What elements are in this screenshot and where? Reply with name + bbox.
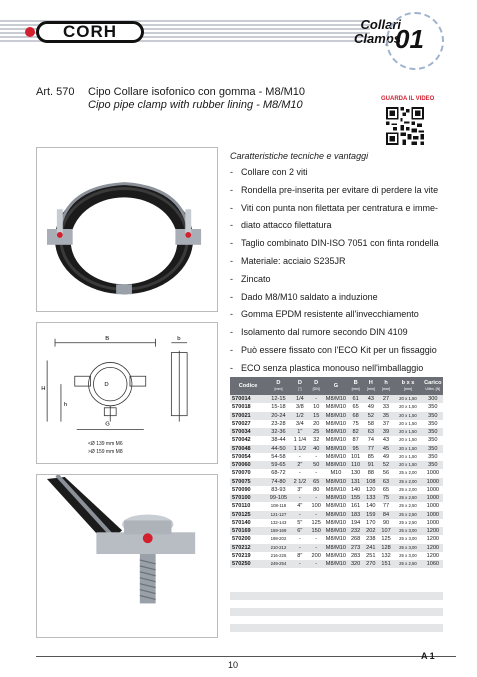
table-cell: 68-72	[266, 469, 291, 477]
table-cell: 20-24	[266, 412, 291, 420]
table-cell: -	[309, 535, 324, 543]
table-cell: 77	[379, 502, 394, 510]
table-row	[230, 436, 443, 444]
table-cell: 251	[363, 552, 379, 560]
table-cell: 20 x 1,50	[393, 428, 422, 436]
table-row	[230, 403, 443, 411]
table-cell: 90	[379, 519, 394, 527]
col-d-inch: D ["]	[291, 377, 309, 395]
col-d-mm: D [mm]	[266, 377, 291, 395]
features-title: Caratteristiche tecniche e vantaggi	[230, 151, 369, 161]
table-row	[230, 544, 443, 552]
section-label: A 1	[421, 651, 435, 661]
table-cell: 108-118	[266, 502, 291, 510]
table-cell: 4"	[291, 502, 309, 510]
table-cell: 1200	[423, 535, 443, 543]
table-cell: -	[291, 453, 309, 461]
table-cell: 2"	[291, 461, 309, 469]
table-cell: 3/4	[291, 420, 309, 428]
table-cell: 320	[348, 560, 363, 568]
table-cell: 194	[348, 519, 363, 527]
table-cell: 85	[363, 453, 379, 461]
table-cell: M8/M10	[324, 544, 349, 552]
table-cell: 570125	[230, 511, 266, 519]
feature-item: - Isolamento dal rumore secondo DIN 4109	[230, 324, 450, 342]
table-cell: 2 1/2	[291, 478, 309, 486]
table-cell: 68	[348, 412, 363, 420]
table-cell: 25 x 2,50	[393, 560, 422, 568]
table-cell: 283	[348, 552, 363, 560]
table-row	[230, 420, 443, 428]
table-cell: 65	[309, 478, 324, 486]
table-cell: 88	[363, 469, 379, 477]
table-cell: 570075	[230, 478, 266, 486]
table-cell: 151	[379, 560, 394, 568]
table-cell: 1000	[423, 502, 443, 510]
table-cell: 1000	[423, 486, 443, 494]
qr-code-icon[interactable]	[386, 107, 424, 145]
table-row	[230, 453, 443, 461]
table-cell: -	[291, 494, 309, 502]
table-cell: 270	[363, 560, 379, 568]
table-cell: 20 x 1,50	[393, 436, 422, 444]
table-cell: 159-169	[266, 527, 291, 535]
table-cell: M8/M10	[324, 535, 349, 543]
table-cell: 200	[309, 552, 324, 560]
table-cell: 25 x 3,00	[393, 544, 422, 552]
table-cell: M8/M10	[324, 494, 349, 502]
table-cell: 241	[363, 544, 379, 552]
table-row	[230, 527, 443, 535]
feature-item: - Gomma EPDM resistente all'invecchiamento	[230, 306, 450, 324]
table-cell: 33	[379, 403, 394, 411]
table-cell: 232	[348, 527, 363, 535]
table-cell: 8"	[291, 552, 309, 560]
feature-item: - Dado M8/M10 saldato a induzione	[230, 289, 450, 307]
drawing-label-h: H	[41, 386, 46, 393]
table-cell: -	[291, 511, 309, 519]
table-header-row	[230, 377, 443, 395]
table-cell: 198-202	[266, 535, 291, 543]
table-cell: M8/M10	[324, 428, 349, 436]
table-cell: 570110	[230, 502, 266, 510]
table-cell: M8/M10	[324, 445, 349, 453]
table-cell: 6"	[291, 527, 309, 535]
table-cell: -	[309, 511, 324, 519]
table-cell: 140	[363, 502, 379, 510]
table-row	[230, 461, 443, 469]
table-cell: 3/8	[291, 403, 309, 411]
logo-mark	[25, 27, 35, 37]
table-cell: -	[309, 560, 324, 568]
table-cell: 59-65	[266, 461, 291, 469]
table-cell: 570042	[230, 436, 266, 444]
table-cell: -	[309, 469, 324, 477]
article-subtitle: Cipo pipe clamp with rubber lining - M8/M10	[88, 99, 303, 111]
table-cell: 108	[363, 478, 379, 486]
table-cell: 125	[379, 535, 394, 543]
table-row	[230, 535, 443, 543]
table-cell: 170	[363, 519, 379, 527]
table-cell: 350	[423, 412, 443, 420]
catalog-number: 01	[395, 24, 424, 54]
table-cell: M8/M10	[324, 395, 349, 403]
table-cell: -	[309, 494, 324, 502]
video-link[interactable]: GUARDA IL VIDEO	[381, 96, 435, 102]
table-cell: 570100	[230, 494, 266, 502]
table-cell: 5"	[291, 519, 309, 527]
table-row	[230, 494, 443, 502]
table-cell: 202	[363, 527, 379, 535]
table-cell: 95	[348, 445, 363, 453]
table-cell: 65	[379, 486, 394, 494]
table-cell: 570054	[230, 453, 266, 461]
col-d-dn: D [DN]	[309, 377, 324, 395]
table-cell: 350	[423, 428, 443, 436]
table-cell: 25	[309, 428, 324, 436]
table-cell: M8/M10	[324, 527, 349, 535]
table-cell: 300	[423, 395, 443, 403]
table-cell: 150	[309, 527, 324, 535]
feature-item: - Può essere fissato con l'ECO Kit per un fissaggio	[230, 342, 450, 360]
table-row	[230, 552, 443, 560]
table-cell: 161	[348, 502, 363, 510]
table-cell: 15	[309, 412, 324, 420]
table-cell: 1 1/4	[291, 436, 309, 444]
table-cell: 350	[423, 445, 443, 453]
table-cell: 82	[348, 428, 363, 436]
table-cell: 65	[348, 403, 363, 411]
table-row	[230, 395, 443, 403]
table-cell: 128	[379, 544, 394, 552]
table-cell: 1/2	[291, 412, 309, 420]
table-cell: 273	[348, 544, 363, 552]
table-cell: 12-15	[266, 395, 291, 403]
feature-item: - Materiale: acciaio S235JR	[230, 253, 450, 271]
table-cell: 91	[363, 461, 379, 469]
feature-item: - Collare con 2 viti	[230, 164, 450, 182]
table-cell: 249-254	[266, 560, 291, 568]
table-cell: 20 x 1,50	[393, 453, 422, 461]
table-cell: 50	[309, 461, 324, 469]
table-cell: 75	[348, 420, 363, 428]
table-cell: 20 x 1,50	[393, 412, 422, 420]
table-cell: M8/M10	[324, 478, 349, 486]
table-cell: 52	[363, 412, 379, 420]
table-cell: 101	[348, 453, 363, 461]
table-cell: 35	[379, 412, 394, 420]
table-cell: 1000	[423, 519, 443, 527]
table-cell: 159	[363, 511, 379, 519]
table-cell: -	[291, 535, 309, 543]
table-cell: 25 x 2,00	[393, 486, 422, 494]
table-cell: 110	[348, 461, 363, 469]
table-cell: M8/M10	[324, 461, 349, 469]
table-cell: 268	[348, 535, 363, 543]
table-cell: 132	[379, 552, 394, 560]
table-cell: 3"	[291, 486, 309, 494]
table-cell: 350	[423, 453, 443, 461]
drawing-label-b-small: b	[177, 335, 181, 342]
table-cell: 40	[309, 445, 324, 453]
table-cell: 32-36	[266, 428, 291, 436]
table-cell: M8/M10	[324, 560, 349, 568]
table-cell: 25 x 2,00	[393, 478, 422, 486]
table-cell: 570070	[230, 469, 266, 477]
brand-name: CORH	[62, 22, 118, 41]
table-cell: 131	[348, 478, 363, 486]
table-cell: M8/M10	[324, 486, 349, 494]
table-cell: -	[309, 544, 324, 552]
table-cell: 570140	[230, 519, 266, 527]
detail-photo	[36, 474, 218, 638]
table-cell: 210-212	[266, 544, 291, 552]
table-cell: 140	[348, 486, 363, 494]
table-cell: 54-58	[266, 453, 291, 461]
table-row	[230, 412, 443, 420]
feature-item: - ECO senza plastica monouso nell'imballaggio	[230, 360, 450, 378]
table-cell: 45	[379, 445, 394, 453]
table-cell: 570090	[230, 486, 266, 494]
feature-item: - Taglio combinato DIN-ISO 7051 con finta rondella	[230, 235, 450, 253]
table-cell: 99-105	[266, 494, 291, 502]
table-cell: 570014	[230, 395, 266, 403]
page-number: 10	[228, 660, 239, 670]
table-cell: 350	[423, 403, 443, 411]
table-cell: 20 x 1,50	[393, 395, 422, 403]
table-cell: 350	[423, 420, 443, 428]
table-cell: 75	[379, 494, 394, 502]
col-g: G	[324, 377, 349, 395]
article-number: Art. 570	[36, 86, 75, 98]
table-cell: 87	[348, 436, 363, 444]
table-row	[230, 486, 443, 494]
table-cell: M8/M10	[324, 412, 349, 420]
table-cell: 1000	[423, 469, 443, 477]
table-row	[230, 502, 443, 510]
table-cell: 1060	[423, 560, 443, 568]
table-cell: 570027	[230, 420, 266, 428]
table-cell: 56	[379, 469, 394, 477]
table-cell: M8/M10	[324, 552, 349, 560]
table-cell: 25 x 2,00	[393, 469, 422, 477]
table-cell: 350	[423, 436, 443, 444]
feature-item: - Viti con punta non filettata per centratura e imme-	[230, 200, 450, 218]
table-cell: 20 x 1,50	[393, 420, 422, 428]
feature-item: - Rondella pre-inserita per evitare di perdere la vite	[230, 182, 450, 200]
table-cell: 1000	[423, 511, 443, 519]
table-cell: 1 1/2	[291, 445, 309, 453]
table-cell: 84	[379, 511, 394, 519]
col-h-small: h [mm]	[379, 377, 394, 395]
table-cell: 570048	[230, 445, 266, 453]
dimension-note-2: >Ø 159 mm M8	[88, 449, 123, 455]
table-cell: 74-80	[266, 478, 291, 486]
table-cell: 32	[309, 436, 324, 444]
category-line-1: Collari	[360, 17, 401, 32]
table-empty-row	[230, 624, 443, 632]
table-cell: 1200	[423, 544, 443, 552]
table-cell: -	[309, 453, 324, 461]
feature-item: - Zincato	[230, 271, 450, 289]
table-cell: 83-93	[266, 486, 291, 494]
table-row	[230, 445, 443, 453]
table-cell: -	[291, 560, 309, 568]
table-empty-row	[230, 592, 443, 600]
table-cell: 20 x 1,50	[393, 461, 422, 469]
table-cell: 107	[379, 527, 394, 535]
table-cell: 27	[379, 395, 394, 403]
table-cell: 155	[348, 494, 363, 502]
spec-table	[230, 377, 443, 568]
features-list	[230, 164, 450, 378]
table-cell: M8/M10	[324, 519, 349, 527]
table-cell: 20 x 1,50	[393, 445, 422, 453]
brand-logo	[36, 21, 144, 43]
col-load: Carico Ultim. [N]	[423, 377, 443, 395]
drawing-label-d: D	[104, 382, 109, 389]
table-cell: 570018	[230, 403, 266, 411]
table-cell: -	[291, 469, 309, 477]
table-cell: 25 x 2,50	[393, 494, 422, 502]
table-cell: 1000	[423, 478, 443, 486]
table-cell: 15-18	[266, 403, 291, 411]
table-cell: 133	[363, 494, 379, 502]
table-cell: 10	[309, 403, 324, 411]
table-cell: 1200	[423, 552, 443, 560]
table-cell: 570034	[230, 428, 266, 436]
col-h: H [mm]	[363, 377, 379, 395]
table-cell: M8/M10	[324, 436, 349, 444]
table-row	[230, 519, 443, 527]
table-cell: 61	[348, 395, 363, 403]
table-cell: 120	[363, 486, 379, 494]
table-cell: 43	[363, 395, 379, 403]
feature-item: - diato attacco filettatura	[230, 217, 450, 235]
table-cell: 1/4	[291, 395, 309, 403]
table-cell: 25 x 2,50	[393, 502, 422, 510]
table-cell: 100	[309, 502, 324, 510]
table-cell: 570250	[230, 560, 266, 568]
table-cell: 39	[379, 428, 394, 436]
table-cell: 216-225	[266, 552, 291, 560]
drawing-label-h-small: h	[63, 401, 68, 408]
drawing-label-g: G	[105, 421, 110, 428]
table-row	[230, 478, 443, 486]
dimension-note-1: <Ø 139 mm M6	[88, 441, 123, 447]
table-cell: 38-44	[266, 436, 291, 444]
table-cell: 20 x 1,50	[393, 403, 422, 411]
table-cell: 37	[379, 420, 394, 428]
col-b: B [mm]	[348, 377, 363, 395]
table-cell: 58	[363, 420, 379, 428]
table-cell: 43	[379, 436, 394, 444]
col-bxs: b x s [mm]	[393, 377, 422, 395]
product-photo	[36, 147, 218, 312]
table-cell: 25 x 3,00	[393, 527, 422, 535]
drawing-label-b: B	[105, 335, 110, 342]
table-cell: 183	[348, 511, 363, 519]
table-cell: 570200	[230, 535, 266, 543]
table-cell: 1000	[423, 494, 443, 502]
table-cell: -	[309, 395, 324, 403]
table-cell: M8/M10	[324, 502, 349, 510]
table-cell: 570021	[230, 412, 266, 420]
table-cell: 238	[363, 535, 379, 543]
table-cell: 130	[348, 469, 363, 477]
table-cell: 570219	[230, 552, 266, 560]
table-empty-row	[230, 608, 443, 616]
table-cell: M10	[324, 469, 349, 477]
col-codice: Codice	[230, 377, 266, 395]
table-row	[230, 469, 443, 477]
table-cell: 63	[379, 478, 394, 486]
table-row	[230, 428, 443, 436]
table-cell: M8/M10	[324, 511, 349, 519]
table-cell: 52	[379, 461, 394, 469]
table-cell: M8/M10	[324, 420, 349, 428]
table-cell: 80	[309, 486, 324, 494]
table-cell: 77	[363, 445, 379, 453]
table-cell: M8/M10	[324, 403, 349, 411]
table-cell: 25 x 2,50	[393, 511, 422, 519]
table-cell: 1200	[423, 527, 443, 535]
table-cell: 23-28	[266, 420, 291, 428]
table-cell: 570060	[230, 461, 266, 469]
table-cell: 1"	[291, 428, 309, 436]
table-row	[230, 511, 443, 519]
table-body	[230, 395, 443, 568]
table-cell: -	[291, 544, 309, 552]
table-cell: 570212	[230, 544, 266, 552]
table-cell: 25 x 3,00	[393, 552, 422, 560]
table-cell: 49	[379, 453, 394, 461]
table-cell: 74	[363, 436, 379, 444]
article-title: Cipo Collare isofonico con gomma - M8/M10	[88, 86, 306, 98]
table-cell: 132-143	[266, 519, 291, 527]
table-cell: 20	[309, 420, 324, 428]
table-row	[230, 560, 443, 568]
table-cell: 570169	[230, 527, 266, 535]
table-cell: 25 x 3,00	[393, 535, 422, 543]
technical-drawing	[36, 322, 218, 464]
table-cell: M8/M10	[324, 453, 349, 461]
table-cell: 63	[363, 428, 379, 436]
table-cell: 125	[309, 519, 324, 527]
table-cell: 350	[423, 461, 443, 469]
table-cell: 121-127	[266, 511, 291, 519]
table-cell: 44-50	[266, 445, 291, 453]
category-line-2: Clamps	[354, 31, 401, 46]
footer-rule	[36, 656, 456, 657]
table-cell: 49	[363, 403, 379, 411]
table-cell: 25 x 2,50	[393, 519, 422, 527]
